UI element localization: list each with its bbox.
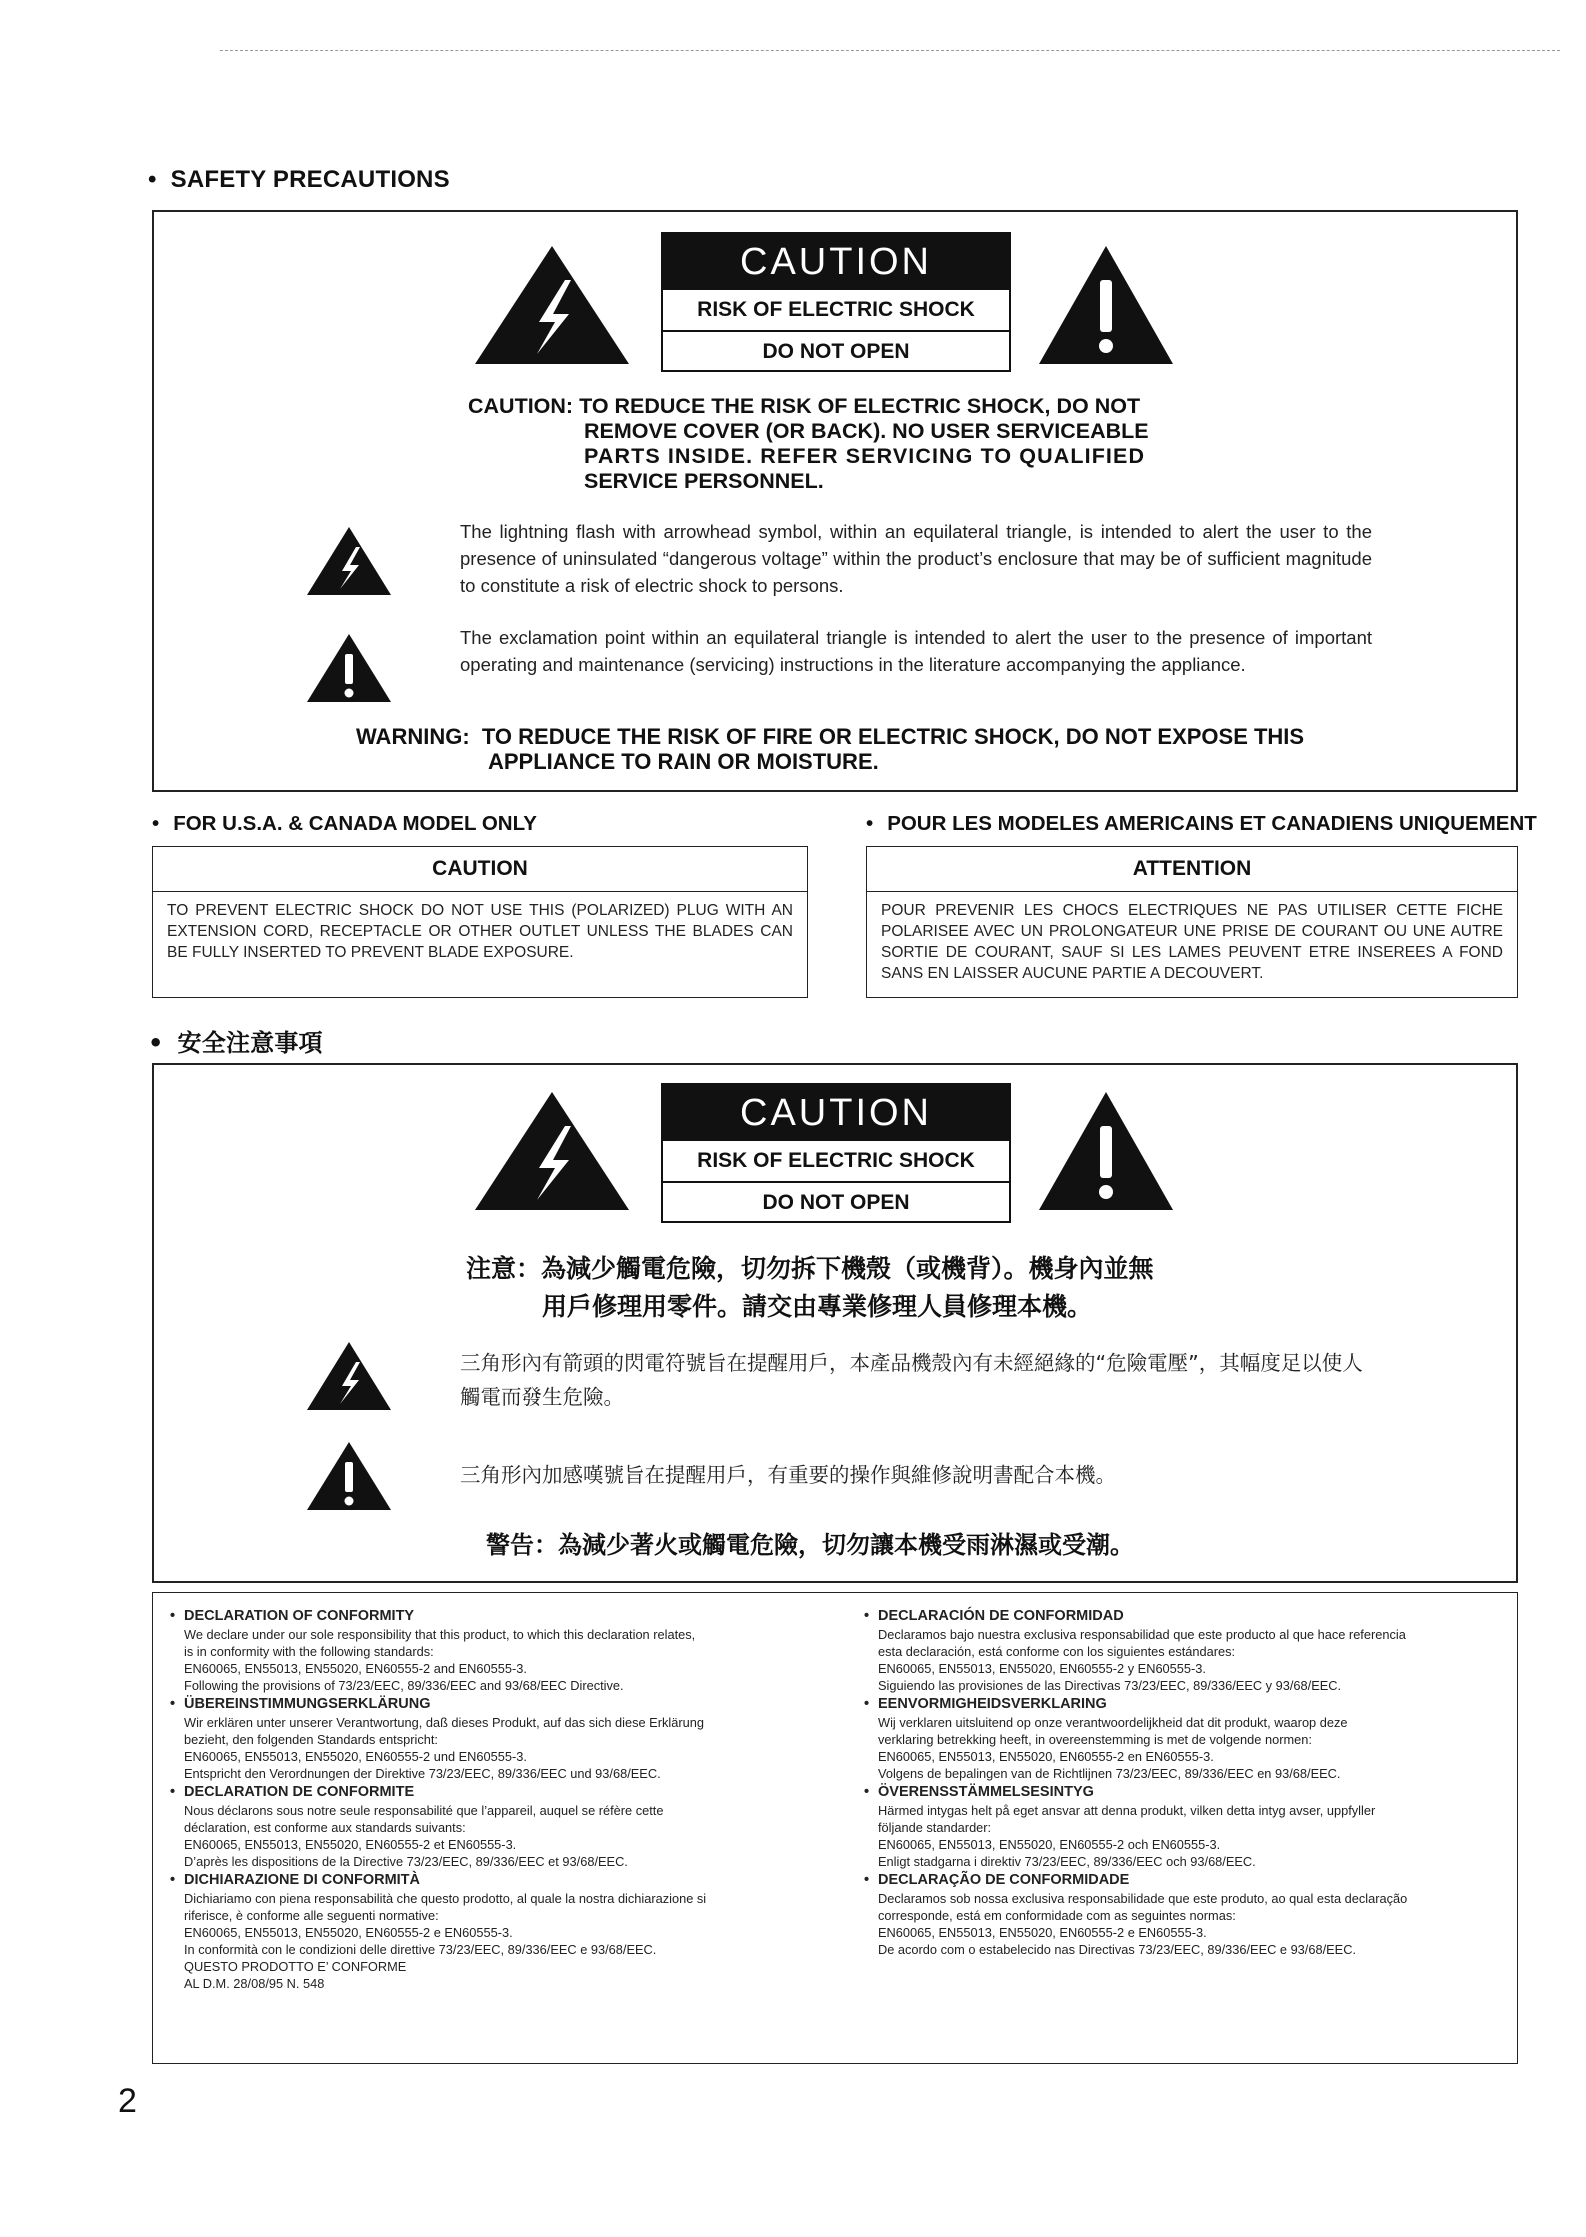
declarations-right: [864, 1606, 1509, 1958]
warning-line-1: WARNING: TO REDUCE THE RISK OF FIRE OR ELECTRIC SHOCK, DO NOT EXPOSE THIS: [356, 724, 1305, 749]
decl-line: Declaramos sob nossa exclusiva responsabilidade que este produto, ao qual esta declaração: [878, 1891, 1408, 1906]
exclamation-warning-icon-zh: [1037, 1090, 1175, 1212]
safety-title: • SAFETY PRECAUTIONS: [148, 166, 450, 193]
top-scan-line: [220, 50, 1560, 51]
fr-title: • POUR LES MODELES AMERICAINS ET CANADIENS UNIQUEMENT: [866, 812, 1537, 835]
chinese-warning: 警告：為減少著火或觸電危險，切勿讓本機受雨淋濕或受潮。: [486, 1531, 1134, 1559]
chinese-title: • 安全注意事項: [148, 1029, 323, 1057]
decl-line: Dichiariamo con piena responsabilità che questo prodotto, al quale la nostra dichiarazione si: [184, 1891, 707, 1906]
fr-attention-header: ATTENTION: [867, 847, 1517, 892]
decl-line: D’après les dispositions de la Directive 73/23/EEC, 89/336/EEC et 93/68/EEC.: [184, 1854, 628, 1869]
decl-line: Wir erklären unter unserer Verantwortung, daß dieses Produkt, auf das sich diese Erklärung: [184, 1715, 704, 1730]
decl-title-es: DECLARACIÓN DE CONFORMIDAD: [878, 1608, 1124, 1624]
caution-label-risk-zh: RISK OF ELECTRIC SHOCK: [663, 1141, 1009, 1183]
decl-block-es: • DECLARACIÓN DE CONFORMIDAD Declaramos bajo nuestra exclusiva responsabilidad que este producto al que hace referencia esta declaración, está conforme con los siguientes estándares: EN60065, EN55013, EN55020, EN60555-2 y EN60555-3. Siguiendo las provisiones de las Directivas 73/23/EEC, 89/336/EEC y 93/68/EEC.: [864, 1607, 1509, 1694]
decl-line: EN60065, EN55013, EN55020, EN60555-2 et EN60555-3.: [184, 1837, 517, 1852]
decl-block-en: • DECLARATION OF CONFORMITY We declare under our sole responsibility that this product, to which this declaration relates, is in conformity with the following standards: EN60065, EN55013, EN55020, EN60555-2 and EN60555-3. Following the provisions of 73/23/EEC, 89/336/EEC and 93/68/EEC Directive.: [170, 1607, 820, 1694]
usa-caution-header: CAUTION: [153, 847, 807, 892]
usa-caution-body: TO PREVENT ELECTRIC SHOCK DO NOT USE THIS (POLARIZED) PLUG WITH AN EXTENSION CORD, RECEPTACLE OR OTHER OUTLET UNLESS THE BLADES CAN BE FULLY INSERTED TO PREVENT BLADE EXPOSURE.: [167, 902, 793, 961]
decl-title-pt: DECLARAÇÃO DE CONFORMIDADE: [878, 1872, 1130, 1888]
caution-label-open-zh: DO NOT OPEN: [762, 1191, 910, 1214]
decl-line: AL D.M. 28/08/95 N. 548: [184, 1976, 325, 1991]
decl-line: Wij verklaren uitsluitend op onze verantwoordelijkheid dat dit produkt, waarop deze: [878, 1715, 1348, 1730]
decl-line: Nous déclarons sous notre seule responsabilité que l’appareil, auquel se réfère cette: [184, 1803, 664, 1818]
caution-label-risk: RISK OF ELECTRIC SHOCK: [663, 290, 1009, 332]
decl-line: Volgens de bepalingen van de Richtlijnen 73/23/EEC, 89/336/EEC en 93/68/EEC.: [878, 1766, 1341, 1781]
fr-attention-box: [866, 846, 1518, 998]
decl-line: We declare under our sole responsibility that this product, to which this declaration relates,: [184, 1627, 696, 1642]
decl-line: Declaramos bajo nuestra exclusiva responsabilidad que este producto al que hace referencia: [878, 1627, 1406, 1642]
exclamation-symbol-icon-zh: [305, 1440, 393, 1512]
decl-line: EN60065, EN55013, EN55020, EN60555-2 und EN60555-3.: [184, 1749, 527, 1764]
decl-line: bezieht, den folgenden Standards entspricht:: [184, 1732, 438, 1747]
decl-line: Entspricht den Verordnungen der Direktive 73/23/EEC, 89/336/EEC und 93/68/EEC.: [184, 1766, 661, 1781]
caution-label-zh: [661, 1083, 1011, 1223]
decl-line: EN60065, EN55013, EN55020, EN60555-2 y EN60555-3.: [878, 1661, 1206, 1676]
decl-line: corresponde, está em conformidade com as seguintes normas:: [878, 1908, 1236, 1923]
declarations-left: [170, 1606, 820, 1992]
lightning-explanation: The lightning flash with arrowhead symbol, within an equilateral triangle, is intended to alert the user to the presence of uninsulated “dangerous voltage” within the product’s enclosure that may be of sufficient magnitude to constitute a risk of electric shock to persons.: [460, 521, 1372, 596]
decl-line: Following the provisions of 73/23/EEC, 89/336/EEC and 93/68/EEC Directive.: [184, 1678, 624, 1693]
decl-title-it: DICHIARAZIONE DI CONFORMITÀ: [184, 1872, 421, 1888]
decl-block-fr: • DECLARATION DE CONFORMITE Nous déclarons sous notre seule responsabilité que l’appareil, auquel se réfère cette déclaration, est conforme aux standards suivants: EN60065, EN55013, EN55020, EN60555-2 et EN60555-3. D’après les dispositions de la Directive 73/23/EEC, 89/336/EEC et 93/68/EEC.: [170, 1783, 820, 1870]
decl-line: riferisce, è conforme alle seguenti normative:: [184, 1908, 439, 1923]
decl-line: Enligt stadgarna i direktiv 73/23/EEC, 89/336/EEC och 93/68/EEC.: [878, 1854, 1256, 1869]
warning-line-2: APPLIANCE TO RAIN OR MOISTURE.: [488, 749, 879, 774]
decl-line: In conformità con le condizioni delle direttive 73/23/EEC, 89/336/EEC e 93/68/EEC.: [184, 1942, 657, 1957]
decl-block-it: • DICHIARAZIONE DI CONFORMITÀ Dichiariamo con piena responsabilità che questo prodotto, al quale la nostra dichiarazione si riferisce, è conforme alle seguenti normative: EN60065, EN55013, EN55020, EN60555-2 e EN60555-3. In conformità con le condizioni delle direttive 73/23/EEC, 89/336/EEC e 93/68/EEC. QUESTO PRODOTTO E’ CONFORME AL D.M. 28/08/95 N. 548: [170, 1871, 820, 1992]
chinese-lightning-explanation: 三角形內有箭頭的閃電符號旨在提醒用戶，本產品機殼內有未經絕緣的“危險電壓”，其幅度足以使人觸電而發生危險。: [460, 1351, 1363, 1409]
caution-label: [661, 232, 1011, 372]
decl-line: EN60065, EN55013, EN55020, EN60555-2 e EN60555-3.: [184, 1925, 513, 1940]
decl-title-nl: EENVORMIGHEIDSVERKLARING: [878, 1696, 1107, 1712]
decl-line: esta declaración, está conforme con los siguientes estándares:: [878, 1644, 1236, 1659]
chinese-caution: [466, 1250, 1154, 1326]
lightning-warning-icon-zh: [473, 1090, 631, 1212]
caution-text: [468, 394, 1149, 494]
caution-line-2: REMOVE COVER (OR BACK). NO USER SERVICEABLE: [584, 419, 1149, 443]
decl-block-sv: • ÖVERENSSTÄMMELSESINTYG Härmed intygas helt på eget ansvar att denna produkt, vilken detta intyg avser, uppfyller följande standarder: EN60065, EN55013, EN55020, EN60555-2 och EN60555-3. Enligt stadgarna i direktiv 73/23/EEC, 89/336/EEC och 93/68/EEC.: [864, 1783, 1509, 1870]
usa-title: • FOR U.S.A. & CANADA MODEL ONLY: [152, 812, 537, 835]
usa-caution-box: [152, 846, 808, 998]
caution-label-open: DO NOT OPEN: [762, 340, 910, 363]
decl-line: följande standarder:: [878, 1820, 992, 1835]
page-number: 2: [118, 2082, 137, 2120]
decl-line: is in conformity with the following standards:: [184, 1644, 434, 1659]
exclamation-explanation: The exclamation point within an equilateral triangle is intended to alert the user to the presence of important operating and maintenance (servicing) instructions in the literature accompanying the appliance.: [460, 627, 1372, 675]
decl-title-en: DECLARATION OF CONFORMITY: [184, 1608, 415, 1624]
lightning-symbol-icon: [305, 525, 393, 597]
decl-line: déclaration, est conforme aux standards suivants:: [184, 1820, 466, 1835]
decl-title-fr: DECLARATION DE CONFORMITE: [184, 1784, 415, 1800]
decl-line: De acordo com o estabelecido nas Directivas 73/23/EEC, 89/336/EEC e 93/68/EEC.: [878, 1942, 1357, 1957]
caution-line-3: PARTS INSIDE. REFER SERVICING TO QUALIFIED: [584, 444, 1146, 468]
decl-line: EN60065, EN55013, EN55020, EN60555-2 and EN60555-3.: [184, 1661, 527, 1676]
decl-title-sv: ÖVERENSSTÄMMELSESINTYG: [878, 1784, 1094, 1800]
caution-line-1: CAUTION: TO REDUCE THE RISK OF ELECTRIC SHOCK, DO NOT: [468, 394, 1141, 418]
lightning-symbol-icon-zh: [305, 1340, 393, 1412]
decl-block-pt: • DECLARAÇÃO DE CONFORMIDADE Declaramos sob nossa exclusiva responsabilidade que este produto, ao qual esta declaração corresponde, está em conformidade com as seguintes normas: EN60065, EN55013, EN55020, EN60555-2 e EN60555-3. De acordo com o estabelecido nas Directivas 73/23/EEC, 89/336/EEC e 93/68/EEC.: [864, 1871, 1509, 1958]
decl-line: EN60065, EN55013, EN55020, EN60555-2 och EN60555-3.: [878, 1837, 1221, 1852]
caution-label-head-zh: CAUTION: [663, 1085, 1009, 1141]
decl-line: EN60065, EN55013, EN55020, EN60555-2 en EN60555-3.: [878, 1749, 1214, 1764]
lightning-warning-icon: [473, 244, 631, 366]
warning-text: [356, 724, 1304, 774]
chinese-caution-line-1: 注意：為減少觸電危險，切勿拆下機殼（或機背）。機身內並無: [466, 1254, 1154, 1283]
decl-line: Siguiendo las provisiones de las Directivas 73/23/EEC, 89/336/EEC y 93/68/EEC.: [878, 1678, 1342, 1693]
decl-line: Härmed intygas helt på eget ansvar att denna produkt, vilken detta intyg avser, uppfyller: [878, 1803, 1376, 1818]
decl-block-nl: • EENVORMIGHEIDSVERKLARING Wij verklaren uitsluitend op onze verantwoordelijkheid dat dit produkt, waarop deze verklaring betrekking heeft, in overeenstemming is met de volgende normen: EN60065, EN55013, EN55020, EN60555-2 en EN60555-3. Volgens de bepalingen van de Richtlijnen 73/23/EEC, 89/336/EEC en 93/68/EEC.: [864, 1695, 1509, 1782]
decl-line: EN60065, EN55013, EN55020, EN60555-2 e EN60555-3.: [878, 1925, 1207, 1940]
caution-label-head: CAUTION: [663, 234, 1009, 290]
caution-line-4: SERVICE PERSONNEL.: [584, 469, 824, 493]
decl-line: QUESTO PRODOTTO E’ CONFORME: [184, 1959, 407, 1974]
decl-line: verklaring betrekking heeft, in overeenstemming is met de volgende normen:: [878, 1732, 1312, 1747]
exclamation-symbol-icon: [305, 632, 393, 704]
chinese-exclamation-explanation: 三角形內加感嘆號旨在提醒用戶，有重要的操作與維修說明書配合本機。: [460, 1463, 1116, 1487]
exclamation-warning-icon: [1037, 244, 1175, 366]
decl-title-de: ÜBEREINSTIMMUNGSERKLÄRUNG: [184, 1696, 431, 1712]
decl-block-de: • ÜBEREINSTIMMUNGSERKLÄRUNG Wir erklären unter unserer Verantwortung, daß dieses Produkt, auf das sich diese Erklärung bezieht, den folgenden Standards entspricht: EN60065, EN55013, EN55020, EN60555-2 und EN60555-3. Entspricht den Verordnungen der Direktive 73/23/EEC, 89/336/EEC und 93/68/EEC.: [170, 1695, 820, 1782]
chinese-caution-line-2: 用戶修理用零件。請交由專業修理人員修理本機。: [542, 1292, 1093, 1321]
fr-attention-body: POUR PREVENIR LES CHOCS ELECTRIQUES NE PAS UTILISER CETTE FICHE POLARISEE AVEC UN PROLONGATEUR UNE PRISE DE COURANT OU UNE AUTRE SORTIE DE COURANT, SAUF SI LES LAMES PEUVENT ETRE INSEREES A FOND SANS EN LAISSER AUCUNE PARTIE A DECOUVERT.: [881, 902, 1503, 982]
